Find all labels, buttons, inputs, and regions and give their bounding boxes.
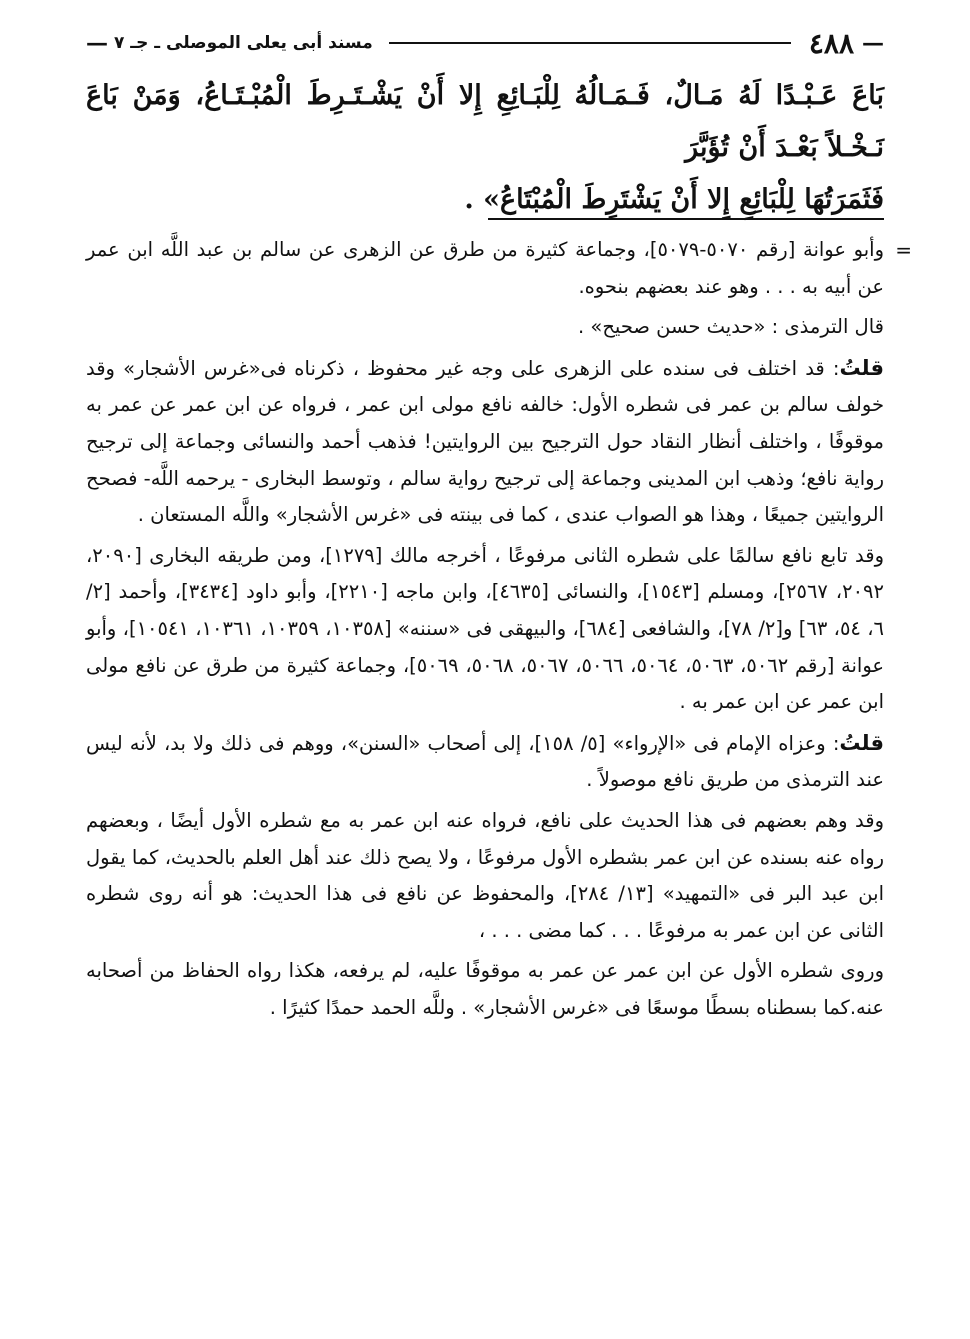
qulit-label: قلتُ: [839, 730, 884, 755]
running-header: [86, 28, 884, 58]
hadith-line-2: فَثَمَرَتُهَا لِلْبَائِعِ إِلا أَنْ يَشْتَرِطَ الْمُبْتَاعُ» .: [464, 184, 884, 215]
footnote-paragraph: [86, 350, 884, 534]
book-title: مسند أبى يعلى الموصلى ـ جـ ٧: [114, 33, 373, 53]
footnote-text: وأبو عوانة [رقم ٥٠٧٠-٥٠٧٩]، وجماعة كثيرة من طرق عن الزهرى عن سالم بن عبد اللَّه ابن عمر عن أبيه به . . . وهو عند بعضهم بنحوه.: [86, 238, 885, 298]
page-number: ٤٨٨: [808, 26, 854, 60]
footnote-paragraph: [86, 232, 912, 305]
header-dash-left: —: [86, 30, 108, 56]
footnote-text: : قد اختلف فى سنده على الزهرى على وجه غير محفوظ ، ذكرناه فى«غرس الأشجار» وقد خولف سالم بن عمر فى شطره الأول: خالفه نافع مولى ابن عمر ، فرواه عن ابن عمر عن عمر به موقوفًا ، واختلف أنظار النقاد حول الترجيح بين الروايتين! فذهب أحمد والنسائى وجماعة إلى ترجيح رواية نافع؛ وذهب ابن المدينى وجماعة إلى ترجيح رواية سالم ، وتوسط البخارى - يرحمه اللَّه- فصحح الروايتين جميعًا ، وهذا هو الصواب عندى ، كما فى بينته فى «غرس الأشجار» واللَّه المستعان .: [86, 356, 884, 527]
footnote-paragraph: وقد وهم بعضهم فى هذا الحديث على نافع، فرواه عنه ابن عمر به مع شطره الأول أيضًا ، وبعضهم رواه عنه بسنده عن ابن عمر بشطره الأول مرفوعًا ، ولا يصح ذلك عند أهل العلم بالحديث، كما يقول ابن عبد البر فى «التمهيد» [١٣/ ٢٨٤]، والمحفوظ عن نافع فى هذا الحديث: هو أنه روى شطره الثانى عن ابن عمر به مرفوعًا . . . كما مضى . . . ،: [86, 808, 884, 942]
header-dash-right: —: [862, 30, 884, 56]
footnote-paragraph: وقد تابع نافع سالمًا على شطره الثانى مرفوعًا ، أخرجه مالك [١٢٧٩]، ومن طريقه البخارى [٢٠٩٠، ٢٠٩٢، ٢٥٦٧]، ومسلم [١٥٤٣]، والنسائى [٤٦٣٥]، وابن ماجه [٢٢١٠]، وأبو داود [٣٤٣٤]، وأحمد [٢/ ٦، ٥٤، ٦٣] و[٢/ ٧٨]، والشافعى [٦٨٤]، والبيهقى فى «سننه» [١٠٣٥٨، ١٠٣٥٩، ١٠٣٦١، ١٠٥٤١]، وأبو عوانة [رقم ٥٠٦٢، ٥٠٦٣، ٥٠٦٤، ٥٠٦٦، ٥٠٦٧، ٥٠٦٨، ٥٠٦٩]، وجماعة كثيرة من طرق عن نافع مولى ابن عمر عن ابن عمر به .: [86, 543, 885, 714]
footnote-paragraph: وروى شطره الأول عن ابن عمر عن عمر به موقوفًا عليه، لم يرفعه، هكذا رواه الحفاظ من أصحابه عنه.كما بسطناه بسطًا موسعًا فى «غرس الأشجار» . وللَّه الحمد حمدًا كثيرًا .: [86, 959, 884, 1019]
footnote-paragraph: [86, 725, 884, 799]
continuation-mark: =: [895, 238, 912, 262]
footnote-separator: [488, 218, 884, 220]
footnote-text: : وعزاه الإمام فى «الإرواء» [٥/ ١٥٨]، إلى أصحاب «السنن»، ووهم فى ذلك ولا بد، لأنه ليس عند الترمذى من طريق نافع موصولاً .: [86, 731, 884, 792]
hadith-line-1: بَاعَ عَـبْـدًا لَهُ مَـالٌ، فَـمَـالُهُ لِلْبَـائِعِ إِلا أَنْ يَشْـتَـرِطَ الْمُبْـتَـاعُ، وَمَنْ بَاعَ نَـخْـلاً بَعْـدَ أَنْ تُؤَبَّرَ: [86, 80, 884, 163]
footnote-paragraph: قال الترمذى : «حديث حسن صحيح» .: [578, 315, 884, 339]
header-rule: [389, 42, 791, 44]
hadith-text: [86, 70, 884, 226]
qulit-label: قلتُ: [839, 355, 884, 380]
footnotes: [86, 232, 912, 1030]
